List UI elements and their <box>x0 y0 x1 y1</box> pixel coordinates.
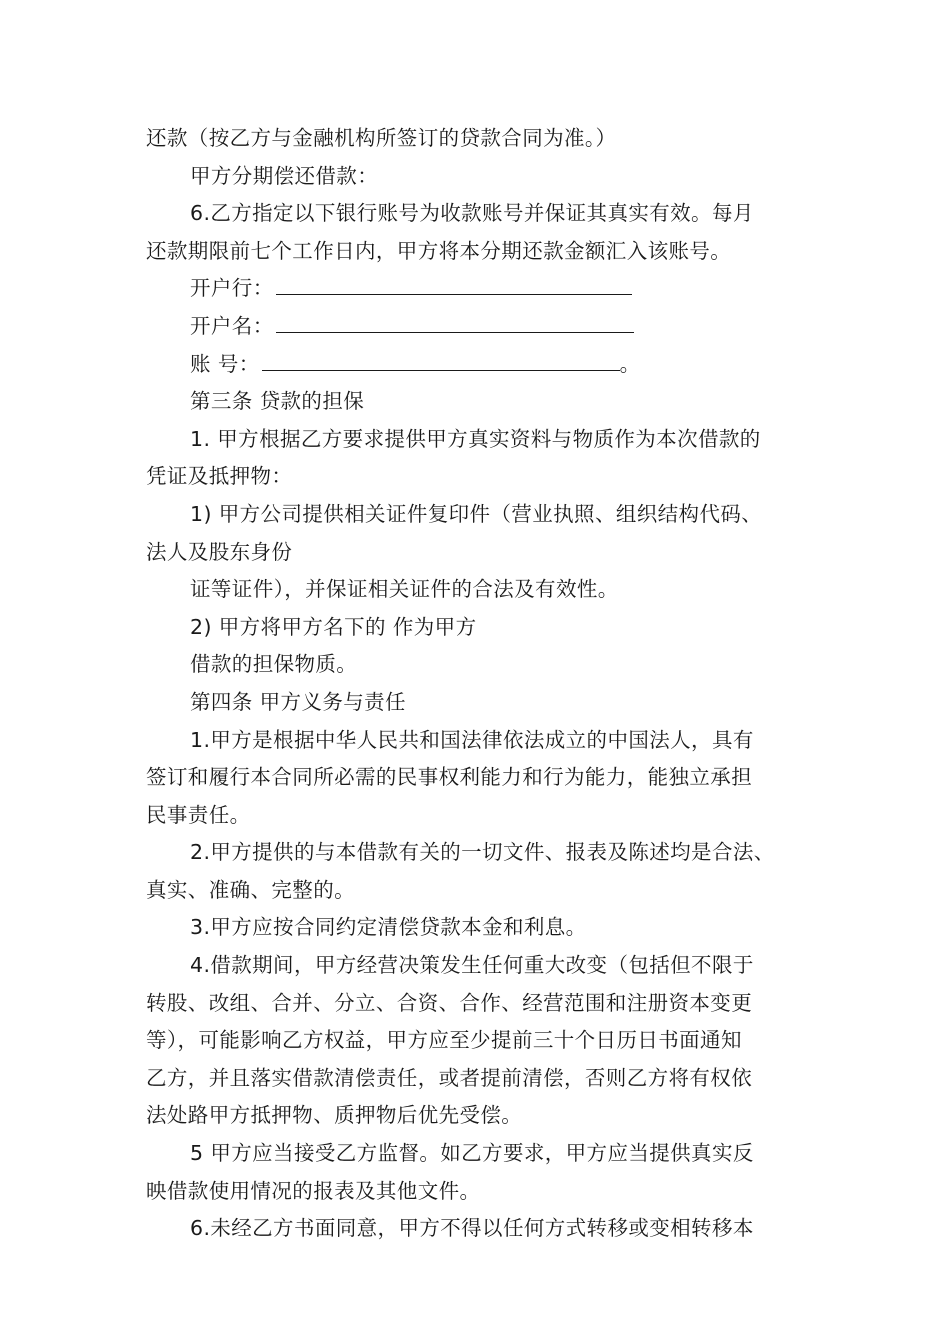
text-line: 映借款使用情况的报表及其他文件。 <box>146 1178 481 1203</box>
account-number-suffix: 。 <box>619 351 641 376</box>
text-line: 4.借款期间，甲方经营决策发生任何重大改变（包括但不限于 <box>190 953 754 978</box>
text-line: 2) 甲方将甲方名下的 作为甲方 <box>190 614 477 639</box>
section-heading: 第三条 贷款的担保 <box>190 389 365 414</box>
bank-name-label: 开户行： <box>190 276 274 301</box>
text-line: 5 甲方应当接受乙方监督。如乙方要求，甲方应当提供真实反 <box>190 1141 754 1166</box>
text-line: 6.未经乙方书面同意，甲方不得以任何方式转移或变相转移本 <box>190 1216 754 1241</box>
text-line: 2.甲方提供的与本借款有关的一切文件、报表及陈述均是合法、 <box>190 840 775 865</box>
text-line: 还款期限前七个工作日内，甲方将本分期还款金额汇入该账号。 <box>146 238 732 263</box>
text-line: 凭证及抵押物： <box>146 464 293 489</box>
text-line: 签订和履行本合同所必需的民事权利能力和行为能力，能独立承担 <box>146 765 753 790</box>
contract-body <box>146 120 816 1248</box>
bank-name-blank <box>276 272 632 295</box>
text-line: 甲方分期偿还借款： <box>190 163 379 188</box>
text-line: 借款的担保物质。 <box>190 652 358 677</box>
text-line: 1. 甲方根据乙方要求提供甲方真实资料与物质作为本次借款的 <box>190 426 761 451</box>
account-number-label: 账 号： <box>190 351 260 376</box>
account-name-label: 开户名： <box>190 313 274 338</box>
text-line: 3.甲方应按合同约定清偿贷款本金和利息。 <box>190 915 587 940</box>
text-line: 还款（按乙方与金融机构所签订的贷款合同为准。） <box>146 126 617 150</box>
section-heading: 第四条 甲方义务与责任 <box>190 689 406 714</box>
text-line: 转股、改组、合并、分立、合资、合作、经营范围和注册资本变更 <box>146 990 753 1015</box>
text-line: 法人及股东身份 <box>146 539 293 564</box>
bank-name-field <box>146 270 816 308</box>
text-line: 1) 甲方公司提供相关证件复印件（营业执照、组织结构代码、 <box>190 501 763 526</box>
text-line: 等），可能影响乙方权益，甲方应至少提前三十个日历日书面通知 <box>146 1028 742 1053</box>
text-line: 法处路甲方抵押物、质押物后优先受偿。 <box>146 1103 523 1128</box>
text-line: 民事责任。 <box>146 802 251 827</box>
account-name-field <box>146 308 816 346</box>
text-line: 证等证件），并保证相关证件的合法及有效性。 <box>190 577 619 602</box>
text-line: 真实、准确、完整的。 <box>146 877 355 902</box>
account-number-blank <box>262 348 620 371</box>
account-name-blank <box>276 310 634 333</box>
account-number-field <box>146 346 816 384</box>
text-line: 乙方，并且落实借款清偿责任，或者提前清偿，否则乙方将有权依 <box>146 1065 753 1090</box>
text-line: 6.乙方指定以下银行账号为收款账号并保证其真实有效。每月 <box>190 201 754 226</box>
text-line: 1.甲方是根据中华人民共和国法律依法成立的中国法人，具有 <box>190 727 754 752</box>
